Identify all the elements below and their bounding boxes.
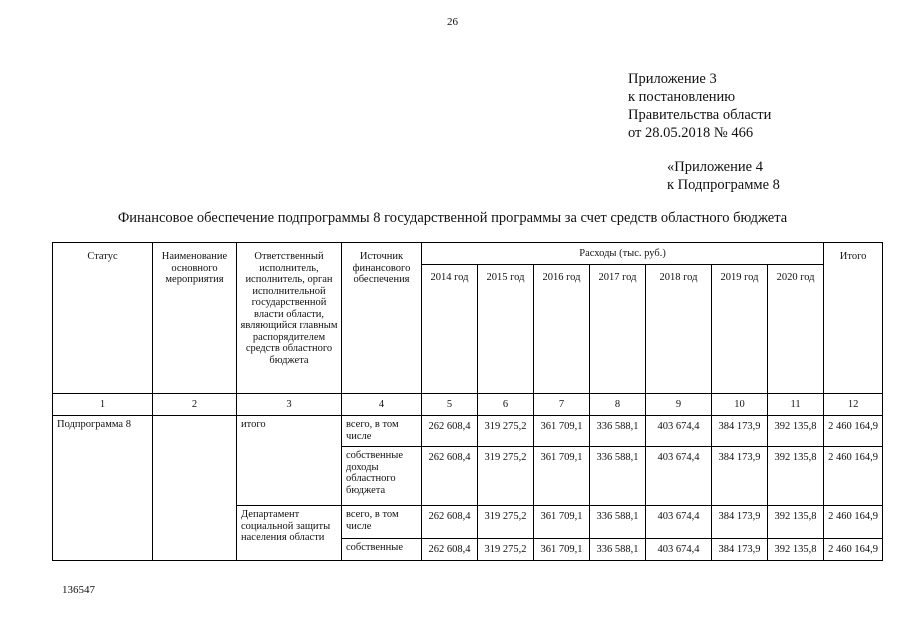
source-cell: собственные доходы областного бюджета bbox=[342, 447, 422, 506]
appendix-block bbox=[628, 70, 771, 142]
value-cell: 392 135,8 bbox=[768, 539, 824, 561]
finance-table bbox=[52, 242, 883, 561]
table-row bbox=[53, 416, 883, 447]
header-total: Итого bbox=[824, 243, 883, 394]
header-activity: Наименование основного мероприятия bbox=[153, 243, 237, 394]
column-number: 10 bbox=[712, 394, 768, 416]
appendix-line: от 28.05.2018 № 466 bbox=[628, 125, 754, 141]
column-number: 9 bbox=[646, 394, 712, 416]
column-number: 12 bbox=[824, 394, 883, 416]
header-year: 2016 год bbox=[534, 265, 590, 394]
value-cell: 384 173,9 bbox=[712, 539, 768, 561]
value-cell: 319 275,2 bbox=[478, 539, 534, 561]
header-year: 2018 год bbox=[646, 265, 712, 394]
value-cell: 361 709,1 bbox=[534, 506, 590, 539]
value-cell: 262 608,4 bbox=[422, 447, 478, 506]
value-cell: 319 275,2 bbox=[478, 506, 534, 539]
header-year: 2014 год bbox=[422, 265, 478, 394]
value-cell: 361 709,1 bbox=[534, 416, 590, 447]
document-code: 136547 bbox=[62, 584, 95, 596]
total-cell: 2 460 164,9 bbox=[824, 416, 883, 447]
appendix-line: Приложение 3 bbox=[628, 71, 717, 87]
header-source: Источник финансового обеспечения bbox=[342, 243, 422, 394]
executor-cell: итого bbox=[237, 416, 342, 506]
appendix-sub-block bbox=[667, 158, 780, 194]
column-number: 1 bbox=[53, 394, 153, 416]
column-number: 11 bbox=[768, 394, 824, 416]
value-cell: 336 588,1 bbox=[590, 416, 646, 447]
column-number-row bbox=[53, 394, 883, 416]
value-cell: 403 674,4 bbox=[646, 539, 712, 561]
value-cell: 262 608,4 bbox=[422, 539, 478, 561]
column-number: 8 bbox=[590, 394, 646, 416]
source-cell: всего, в том числе bbox=[342, 416, 422, 447]
page-number: 26 bbox=[447, 16, 458, 28]
column-number: 2 bbox=[153, 394, 237, 416]
document-title: Финансовое обеспечение подпрограммы 8 государственной программы за счет средств областного бюджета bbox=[117, 210, 788, 226]
header-expenses: Расходы (тыс. руб.) bbox=[422, 243, 824, 265]
value-cell: 319 275,2 bbox=[478, 416, 534, 447]
value-cell: 403 674,4 bbox=[646, 506, 712, 539]
column-number: 5 bbox=[422, 394, 478, 416]
appendix-line: Правительства области bbox=[628, 107, 772, 123]
value-cell: 319 275,2 bbox=[478, 447, 534, 506]
value-cell: 384 173,9 bbox=[712, 447, 768, 506]
executor-cell: Департамент социальной защиты населения области bbox=[237, 506, 342, 561]
column-number: 7 bbox=[534, 394, 590, 416]
header-year: 2020 год bbox=[768, 265, 824, 394]
value-cell: 336 588,1 bbox=[590, 539, 646, 561]
value-cell: 262 608,4 bbox=[422, 416, 478, 447]
value-cell: 384 173,9 bbox=[712, 416, 768, 447]
activity-cell bbox=[153, 416, 237, 561]
value-cell: 403 674,4 bbox=[646, 416, 712, 447]
appendix-sub-line: к Подпрограмме 8 bbox=[667, 177, 780, 193]
column-number: 6 bbox=[478, 394, 534, 416]
column-number: 4 bbox=[342, 394, 422, 416]
value-cell: 361 709,1 bbox=[534, 539, 590, 561]
header-year: 2019 год bbox=[712, 265, 768, 394]
value-cell: 392 135,8 bbox=[768, 447, 824, 506]
header-year: 2015 год bbox=[478, 265, 534, 394]
source-cell: всего, в том числе bbox=[342, 506, 422, 539]
header-executor: Ответственный исполнитель, исполнитель, орган исполнительной государственной власти области, являющийся главным распорядителем средств областного бюджета bbox=[237, 243, 342, 394]
source-cell: собственные bbox=[342, 539, 422, 561]
total-cell: 2 460 164,9 bbox=[824, 447, 883, 506]
value-cell: 336 588,1 bbox=[590, 506, 646, 539]
value-cell: 336 588,1 bbox=[590, 447, 646, 506]
value-cell: 361 709,1 bbox=[534, 447, 590, 506]
value-cell: 392 135,8 bbox=[768, 506, 824, 539]
status-cell: Подпрограмма 8 bbox=[53, 416, 153, 561]
value-cell: 403 674,4 bbox=[646, 447, 712, 506]
value-cell: 262 608,4 bbox=[422, 506, 478, 539]
column-number: 3 bbox=[237, 394, 342, 416]
total-cell: 2 460 164,9 bbox=[824, 539, 883, 561]
header-year: 2017 год bbox=[590, 265, 646, 394]
value-cell: 384 173,9 bbox=[712, 506, 768, 539]
value-cell: 392 135,8 bbox=[768, 416, 824, 447]
appendix-line: к постановлению bbox=[628, 89, 736, 105]
appendix-sub-line: «Приложение 4 bbox=[667, 159, 763, 175]
header-status: Статус bbox=[53, 243, 153, 394]
total-cell: 2 460 164,9 bbox=[824, 506, 883, 539]
